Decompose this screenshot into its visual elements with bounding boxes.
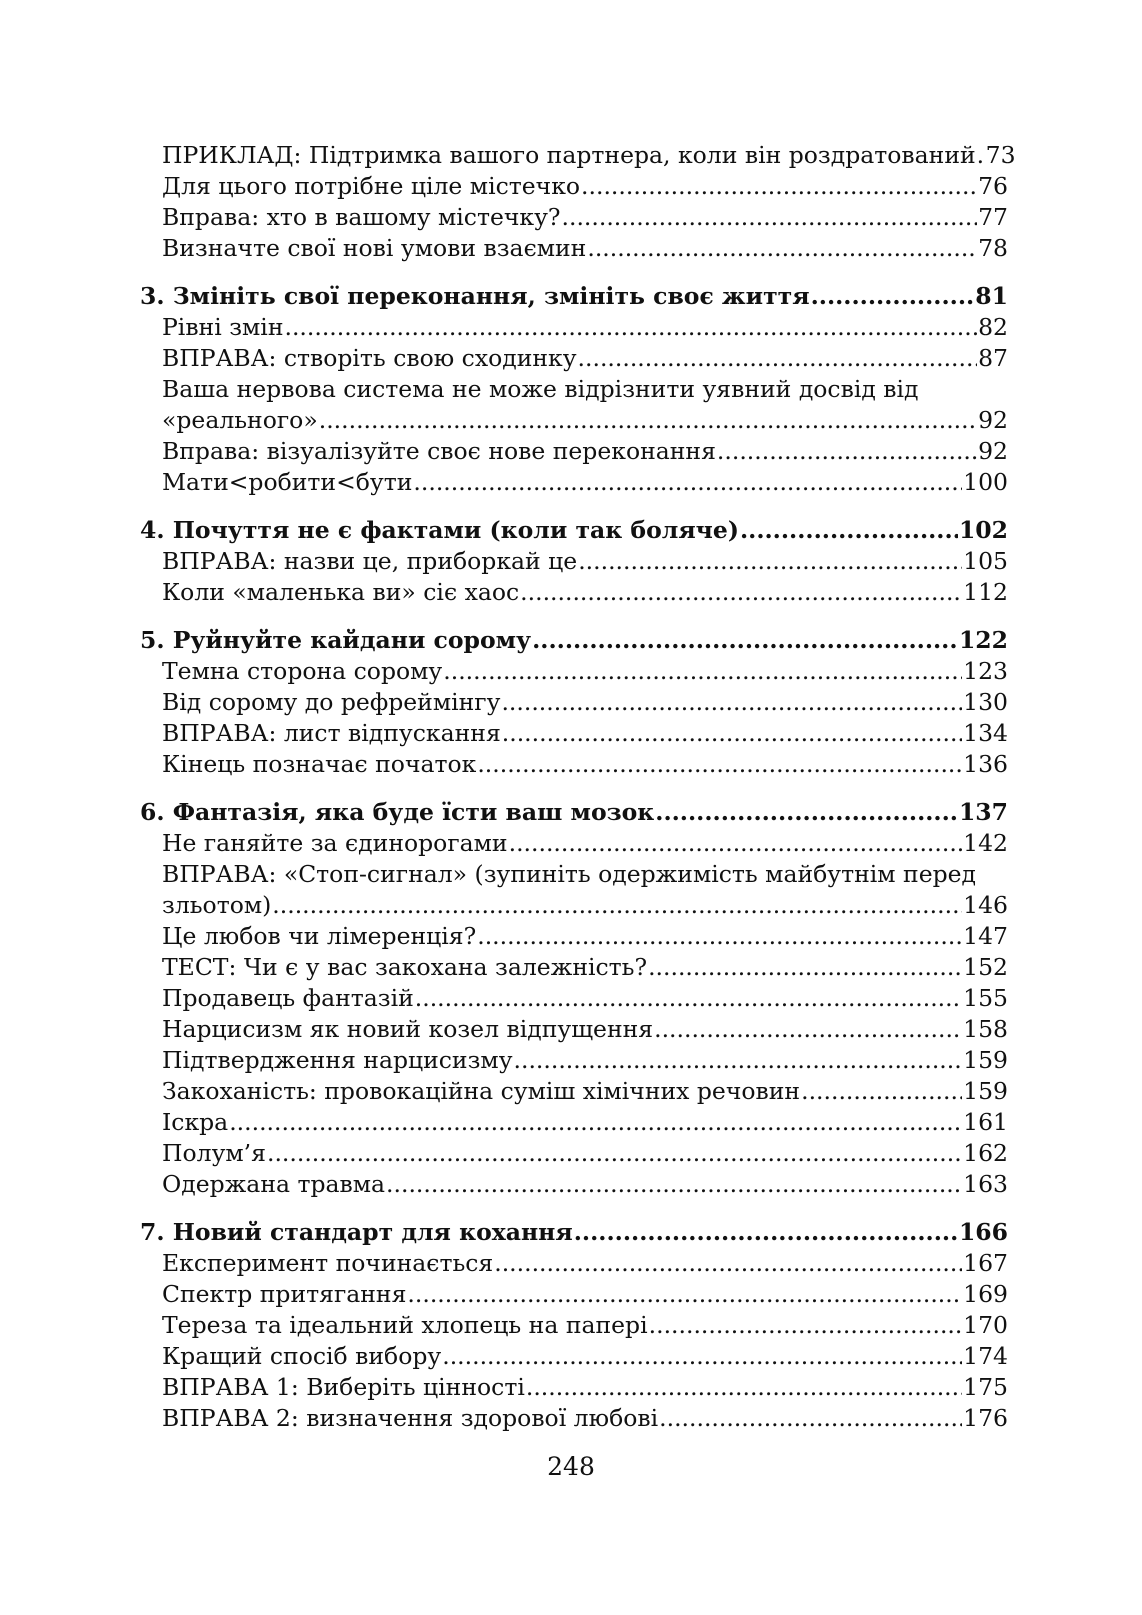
toc-entry-page: 159 [963,1077,1008,1105]
toc-leader-dots [477,749,962,780]
toc-leader-dots [229,1107,962,1138]
toc-entry-page: 134 [963,719,1008,747]
toc-entry-title-line2: «реального» [162,406,318,434]
toc-entry-page: 147 [963,922,1008,950]
toc-entry-title-line1: Ваша нервова система не може відрізнити уявний досвід від [162,375,919,403]
toc-entry-title-line1: ВПРАВА: «Стоп-сигнал» (зупиніть одержимість майбутнім перед [162,860,977,888]
toc-chapter-title: 3. Змініть свої переконання, змініть своє життя [140,282,810,310]
toc-leader-dots [654,1014,962,1045]
toc-entry [140,983,1008,1014]
toc-leader-dots [811,281,975,312]
toc-leader-dots [501,687,962,718]
toc-entry [140,656,1008,687]
toc-entry-title: ВПРАВА: назви це, приборкай це [162,547,578,575]
toc-entry-title: Це любов чи лімеренція? [162,922,477,950]
toc-entry-title: Кінець позначає початок [162,750,477,778]
toc-entry-title: Продавець фантазій [162,984,414,1012]
toc-entry-title: Вправа: візуалізуйте своє нове переконання [162,437,716,465]
toc-chapter-4 [140,515,1008,546]
toc-leader-dots [415,983,962,1014]
toc-entry-title: Коли «маленька ви» сіє хаос [162,578,520,606]
toc-entry [140,577,1008,608]
toc-entry-title: Для цього потрібне ціле містечко [162,172,581,200]
toc-entry-page: 105 [963,547,1008,575]
toc-entry-page: 163 [963,1170,1008,1198]
toc-entry-page: 73 [985,141,1016,169]
toc-entry [140,1341,1008,1372]
page-number: 248 [547,1452,595,1481]
toc-entry-title: ВПРАВА 1: Виберіть цінності [162,1373,525,1401]
toc-chapter-title: 5. Руйнуйте кайдани сорому [140,626,532,654]
toc-leader-dots [509,828,963,859]
toc-leader-dots [477,921,962,952]
toc-entry-page: 170 [963,1311,1008,1339]
toc-entry-title: Підтвердження нарцисизму [162,1046,513,1074]
toc-entry [140,952,1008,983]
toc-entry-page: 159 [963,1046,1008,1074]
toc-entry-page: 169 [963,1280,1008,1308]
toc-entry-wrapped [140,374,1008,436]
toc-leader-dots [740,515,958,546]
toc-leader-dots [267,1138,962,1169]
toc-entry-page: 87 [978,344,1008,372]
toc-leader-dots [717,436,977,467]
toc-leader-dots [578,546,962,577]
toc-entry [140,1107,1008,1138]
toc-chapter-3 [140,281,1008,312]
toc-entry-wrapped [140,859,1008,921]
toc-entry [140,467,1008,498]
toc-leader-dots [514,1045,963,1076]
toc-entry [140,1310,1008,1341]
toc-entry-page: 112 [963,578,1008,606]
toc-chapter-page: 137 [958,798,1008,826]
toc-entry [140,828,1008,859]
toc-leader-dots [801,1076,962,1107]
toc-entry [140,343,1008,374]
toc-entry [140,1279,1008,1310]
toc-entry [140,1014,1008,1045]
toc-leader-dots [648,952,962,983]
toc-entry-title: Тереза та ідеальний хлопець на папері [162,1311,648,1339]
toc-entry-page: 142 [963,829,1008,857]
toc-entry-title-line2: зльотом) [162,891,272,919]
toc-chapter-7 [140,1217,1008,1248]
toc-entry [140,1248,1008,1279]
toc-leader-dots [494,1248,962,1279]
toc-chapter-title: 4. Почуття не є фактами (коли так боляче) [140,516,739,544]
toc-entry-page: 82 [978,313,1008,341]
toc-leader-dots [649,1310,963,1341]
toc-entry-title: ПРИКЛАД: Підтримка вашого партнера, коли він роздратований [162,141,976,169]
toc-entry-page: 152 [963,953,1008,981]
toc-entry-page: 162 [963,1139,1008,1167]
toc-leader-dots [407,1279,962,1310]
toc-chapter-title: 6. Фантазія, яка буде їсти ваш мозок [140,798,655,826]
toc-leader-dots [442,1341,962,1372]
toc-entry-title: Полум’я [162,1139,266,1167]
toc-entry [140,921,1008,952]
toc-chapter-page: 102 [958,516,1008,544]
toc-entry-page: 158 [963,1015,1008,1043]
toc-entry-title: Іскра [162,1108,229,1136]
toc-entry [140,436,1008,467]
toc-entry [140,1076,1008,1107]
toc-entry-page: 155 [963,984,1008,1012]
toc-leader-dots [562,202,978,233]
toc-entry [140,749,1008,780]
toc-entry-title: ТЕСТ: Чи є у вас закохана залежність? [162,953,648,981]
toc-leader-dots [520,577,962,608]
toc-entry-page: 175 [963,1373,1008,1401]
toc-leader-dots [578,343,978,374]
toc-entry-page: 78 [978,234,1008,262]
toc-entry [140,546,1008,577]
toc-leader-dots [532,625,958,656]
toc-entry-title: ВПРАВА: створіть свою сходинку [162,344,577,372]
toc-entry-title: Спектр притягання [162,1280,407,1308]
toc-leader-dots [581,171,977,202]
toc-entry [140,1403,1008,1434]
toc-entry-title: Вправа: хто в вашому містечку? [162,203,561,231]
toc-entry-title: Рівні змін [162,313,284,341]
toc-entry [140,171,1008,202]
toc-entry-page: 136 [963,750,1008,778]
toc-entry-page: 176 [963,1404,1008,1432]
toc-leader-dots [526,1372,962,1403]
toc-entry [140,140,1016,171]
toc-entry [140,718,1008,749]
toc-chapter-title: 7. Новий стандарт для кохання [140,1218,573,1246]
toc-leader-dots [502,718,962,749]
toc-entry [140,1372,1008,1403]
toc-entry [140,1138,1008,1169]
toc-entry-line2 [162,405,1008,436]
toc-entry-title: Від сорому до рефреймінгу [162,688,501,716]
toc-entry-page: 161 [963,1108,1008,1136]
toc-leader-dots [655,797,958,828]
toc-entry-title: Нарцисизм як новий козел відпущення [162,1015,654,1043]
toc-leader-dots [386,1169,962,1200]
toc-chapter-6 [140,797,1008,828]
toc-entry-title: Одержана травма [162,1170,386,1198]
toc-entry-title: Визначте свої нові умови взаємин [162,234,587,262]
toc-entry [140,1169,1008,1200]
toc-entry [140,687,1008,718]
toc-leader-dots [574,1217,958,1248]
toc-entry-page: 77 [978,203,1008,231]
toc-leader-dots [272,890,962,921]
toc-leader-dots [413,467,962,498]
toc-entry-title: Темна сторона сорому [162,657,443,685]
toc-entry-title: Не ганяйте за єдинорогами [162,829,508,857]
table-of-contents [140,140,1016,1434]
toc-entry-page: 167 [963,1249,1008,1277]
toc-leader-dots [284,312,977,343]
toc-entry-page: 92 [978,406,1008,434]
toc-leader-dots [659,1403,962,1434]
toc-entry-title: Мати<робити<бути [162,468,413,496]
toc-leader-dots [319,405,977,436]
toc-entry-page: 174 [963,1342,1008,1370]
toc-entry-page: 92 [978,437,1008,465]
toc-entry-page: 123 [963,657,1008,685]
toc-leader-dots [977,140,985,171]
toc-entry [140,202,1008,233]
toc-entry-page: 100 [963,468,1008,496]
toc-chapter-5 [140,625,1008,656]
toc-entry-title: Кращий спосіб вибору [162,1342,442,1370]
toc-entry-page: 146 [963,891,1008,919]
toc-chapter-page: 122 [958,626,1008,654]
toc-entry-title: Експеримент починається [162,1249,494,1277]
toc-chapter-page: 81 [975,282,1008,310]
toc-entry-title: ВПРАВА 2: визначення здорової любові [162,1404,659,1432]
toc-entry [140,233,1008,264]
toc-entry-page: 130 [963,688,1008,716]
toc-leader-dots [587,233,977,264]
toc-entry-line2 [162,890,1008,921]
toc-leader-dots [443,656,962,687]
toc-entry [140,312,1008,343]
toc-chapter-page: 166 [958,1218,1008,1246]
toc-entry [140,1045,1008,1076]
toc-entry-title: Закоханість: провокаційна суміш хімічних речовин [162,1077,801,1105]
toc-entry-page: 76 [978,172,1008,200]
toc-entry-title: ВПРАВА: лист відпускання [162,719,501,747]
